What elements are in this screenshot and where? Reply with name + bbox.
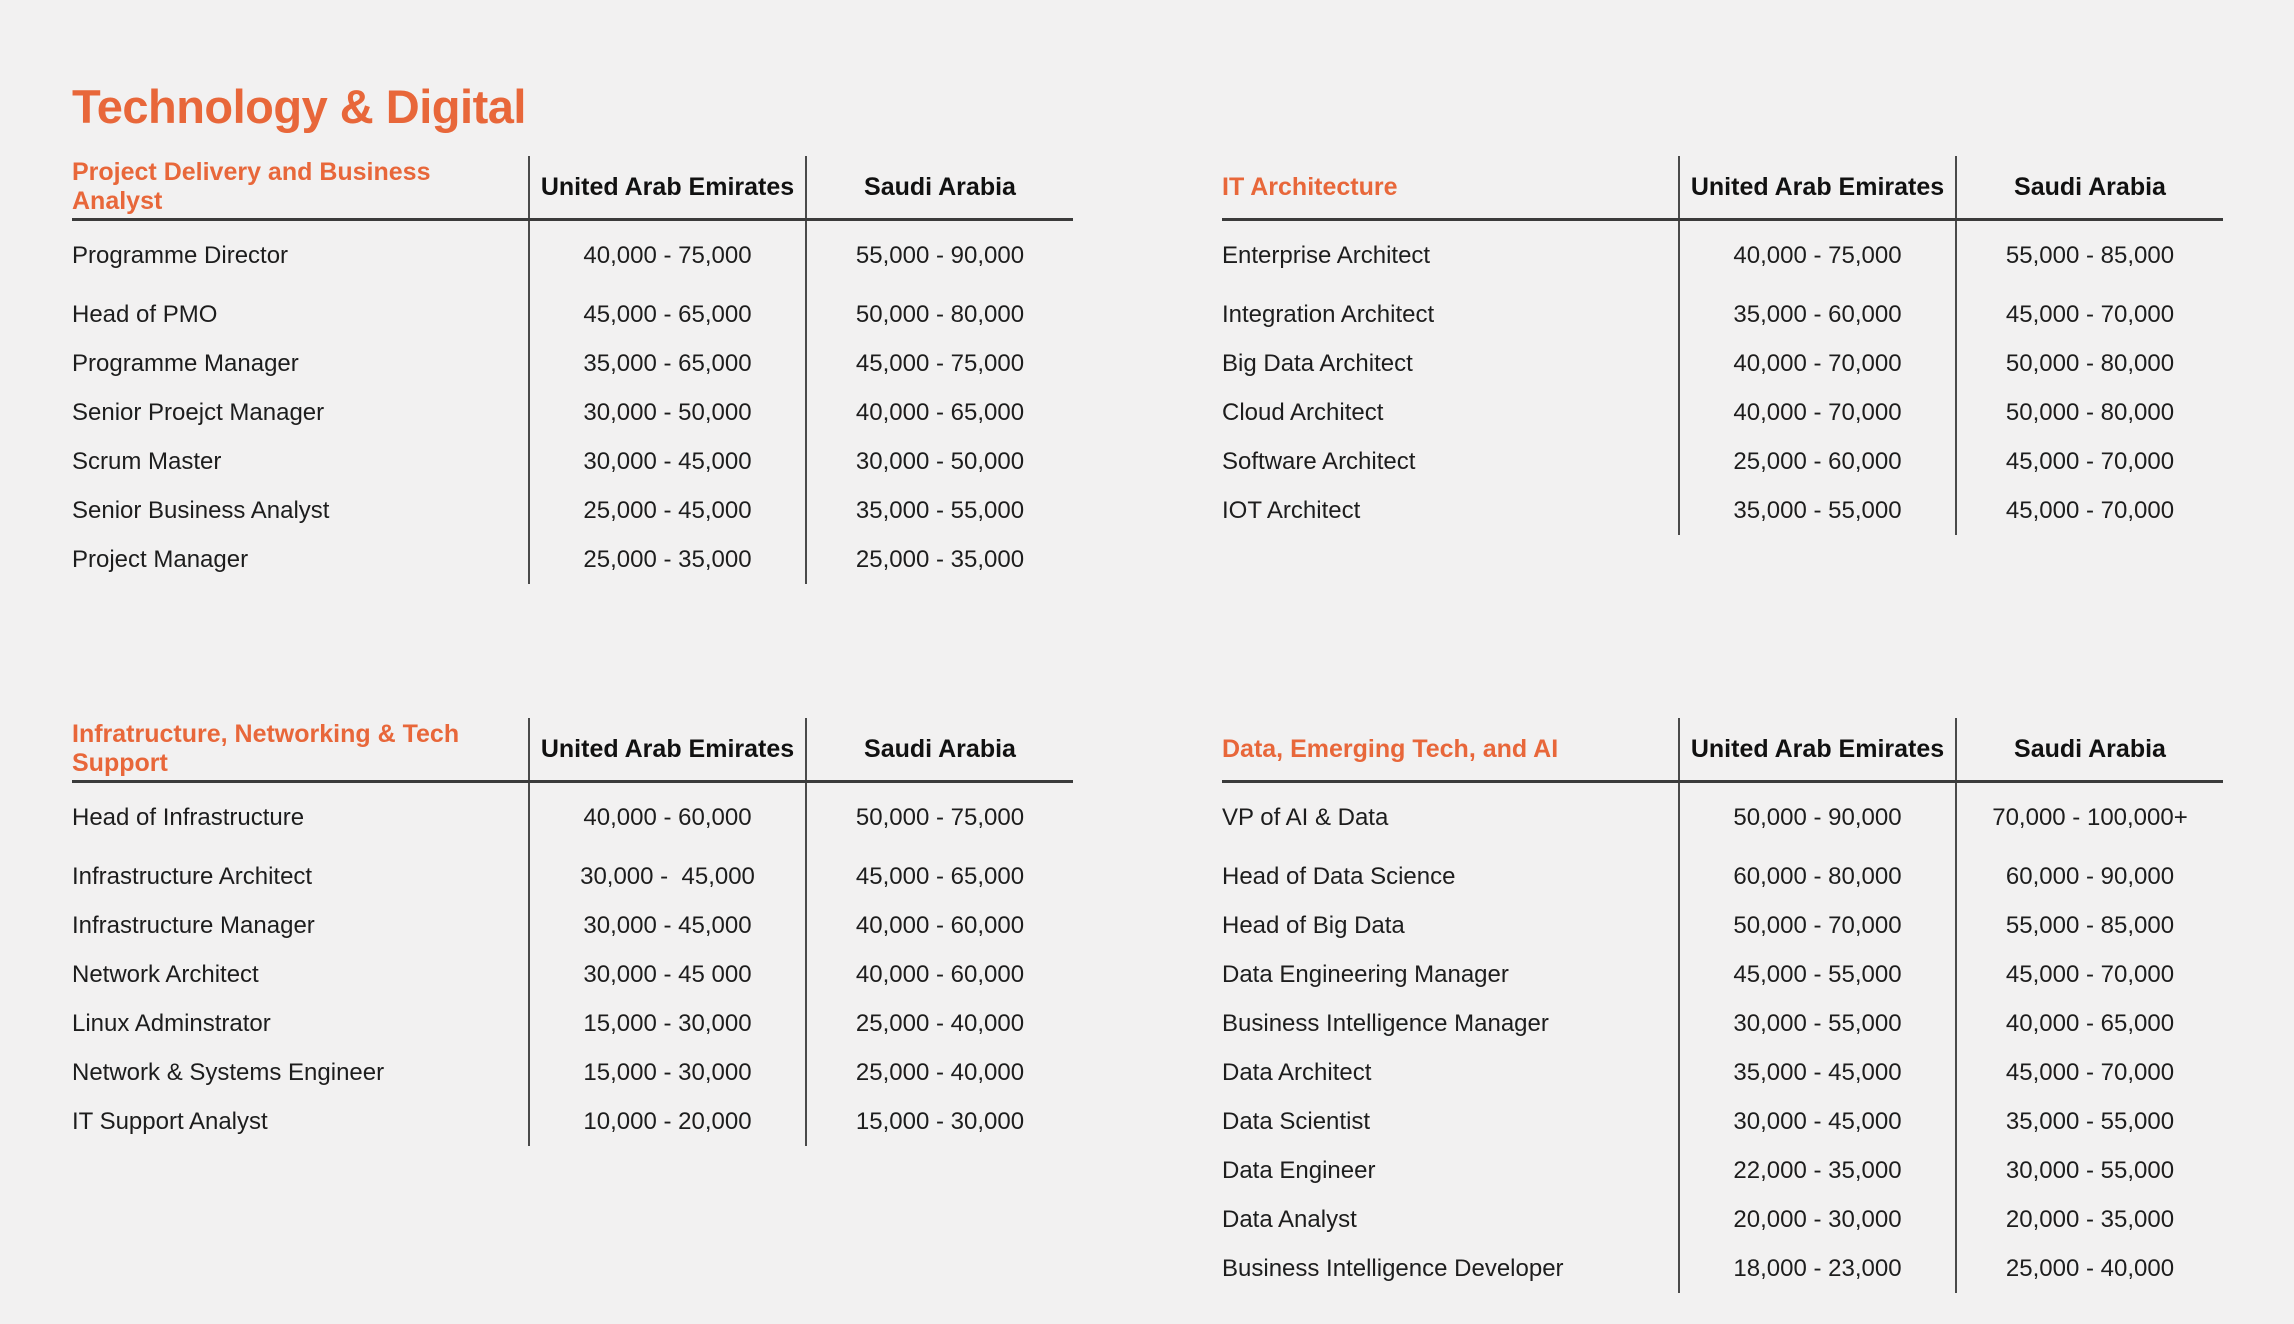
- uae-salary-cell: 10,000 - 20,000: [528, 1097, 805, 1146]
- uae-salary-cell: 40,000 - 60,000: [528, 783, 805, 852]
- uae-salary-cell: 25,000 - 45,000: [528, 486, 805, 535]
- role-cell: Project Manager: [72, 545, 249, 573]
- role-cell: Infrastructure Architect: [72, 862, 313, 890]
- role-cell: Senior Business Analyst: [72, 496, 330, 524]
- column-header-uae: United Arab Emirates: [1678, 718, 1955, 780]
- table-row: [1222, 221, 2223, 290]
- table-row: [72, 950, 1073, 999]
- role-cell: Integration Architect: [1222, 300, 1435, 328]
- role-cell: Software Architect: [1222, 447, 1416, 475]
- table-row: [72, 437, 1073, 486]
- role-cell: Head of PMO: [72, 300, 218, 328]
- table-body: [72, 221, 1073, 584]
- ksa-salary-cell: 25,000 - 40,000: [805, 999, 1073, 1048]
- uae-salary-cell: 18,000 - 23,000: [1678, 1244, 1955, 1293]
- role-cell: Infrastructure Manager: [72, 911, 315, 939]
- ksa-salary-cell: 50,000 - 80,000: [1955, 388, 2223, 437]
- uae-salary-cell: 40,000 - 70,000: [1678, 388, 1955, 437]
- ksa-salary-cell: 40,000 - 65,000: [1955, 999, 2223, 1048]
- table-body: [1222, 783, 2223, 1293]
- role-cell: Head of Big Data: [1222, 911, 1405, 939]
- ksa-salary-cell: 40,000 - 60,000: [805, 901, 1073, 950]
- role-cell: Data Architect: [1222, 1058, 1372, 1086]
- table-row: [1222, 290, 2223, 339]
- uae-salary-cell: 30,000 - 45,000: [528, 852, 805, 901]
- table-row: [1222, 388, 2223, 437]
- role-cell: Data Engineering Manager: [1222, 960, 1509, 988]
- ksa-salary-cell: 35,000 - 55,000: [1955, 1097, 2223, 1146]
- page-title: Technology & Digital: [72, 80, 526, 134]
- table-row: [1222, 999, 2223, 1048]
- uae-salary-cell: 30,000 - 45 000: [528, 950, 805, 999]
- table-body: [1222, 221, 2223, 535]
- salary-table-it-architecture: [1222, 156, 2223, 535]
- ksa-salary-cell: 55,000 - 90,000: [805, 221, 1073, 290]
- salary-table-data-emerging-tech-ai: [1222, 718, 2223, 1293]
- table-row: [72, 1048, 1073, 1097]
- ksa-salary-cell: 30,000 - 55,000: [1955, 1146, 2223, 1195]
- column-header-uae: United Arab Emirates: [528, 156, 805, 218]
- uae-salary-cell: 20,000 - 30,000: [1678, 1195, 1955, 1244]
- uae-salary-cell: 15,000 - 30,000: [528, 999, 805, 1048]
- table-row: [72, 535, 1073, 584]
- uae-salary-cell: 25,000 - 35,000: [528, 535, 805, 584]
- ksa-salary-cell: 50,000 - 80,000: [805, 290, 1073, 339]
- uae-salary-cell: 30,000 - 55,000: [1678, 999, 1955, 1048]
- ksa-salary-cell: 45,000 - 65,000: [805, 852, 1073, 901]
- role-cell: Scrum Master: [72, 447, 222, 475]
- table-header-row: [72, 718, 1073, 783]
- column-header-uae: United Arab Emirates: [1678, 156, 1955, 218]
- uae-salary-cell: 50,000 - 90,000: [1678, 783, 1955, 852]
- uae-salary-cell: 45,000 - 55,000: [1678, 950, 1955, 999]
- role-cell: Data Engineer: [1222, 1156, 1376, 1184]
- uae-salary-cell: 35,000 - 55,000: [1678, 486, 1955, 535]
- column-header-ksa: Saudi Arabia: [1955, 718, 2223, 780]
- table-row: [72, 486, 1073, 535]
- table-row: [1222, 950, 2223, 999]
- table-header-row: [72, 156, 1073, 221]
- ksa-salary-cell: 25,000 - 40,000: [1955, 1244, 2223, 1293]
- ksa-salary-cell: 45,000 - 70,000: [1955, 437, 2223, 486]
- table-row: [72, 221, 1073, 290]
- role-cell: Cloud Architect: [1222, 398, 1384, 426]
- ksa-salary-cell: 50,000 - 80,000: [1955, 339, 2223, 388]
- table-row: [72, 852, 1073, 901]
- table-row: [1222, 1097, 2223, 1146]
- role-cell: Enterprise Architect: [1222, 241, 1431, 269]
- column-header-ksa: Saudi Arabia: [805, 156, 1073, 218]
- table-title: Project Delivery and Business Analyst: [72, 158, 431, 215]
- table-row: [72, 388, 1073, 437]
- role-cell: IOT Architect: [1222, 496, 1361, 524]
- table-row: [1222, 901, 2223, 950]
- ksa-salary-cell: 15,000 - 30,000: [805, 1097, 1073, 1146]
- uae-salary-cell: 40,000 - 75,000: [1678, 221, 1955, 290]
- role-cell: Business Intelligence Developer: [1222, 1254, 1564, 1282]
- table-row: [72, 999, 1073, 1048]
- ksa-salary-cell: 40,000 - 60,000: [805, 950, 1073, 999]
- column-header-ksa: Saudi Arabia: [805, 718, 1073, 780]
- ksa-salary-cell: 45,000 - 70,000: [1955, 290, 2223, 339]
- role-cell: Senior Proejct Manager: [72, 398, 325, 426]
- ksa-salary-cell: 40,000 - 65,000: [805, 388, 1073, 437]
- table-row: [1222, 1195, 2223, 1244]
- uae-salary-cell: 40,000 - 70,000: [1678, 339, 1955, 388]
- ksa-salary-cell: 45,000 - 70,000: [1955, 486, 2223, 535]
- table-header-row: [1222, 156, 2223, 221]
- table-row: [1222, 1244, 2223, 1293]
- column-header-uae: United Arab Emirates: [528, 718, 805, 780]
- table-row: [1222, 437, 2223, 486]
- uae-salary-cell: 30,000 - 50,000: [528, 388, 805, 437]
- ksa-salary-cell: 45,000 - 70,000: [1955, 950, 2223, 999]
- table-row: [1222, 486, 2223, 535]
- ksa-salary-cell: 20,000 - 35,000: [1955, 1195, 2223, 1244]
- ksa-salary-cell: 25,000 - 40,000: [805, 1048, 1073, 1097]
- ksa-salary-cell: 55,000 - 85,000: [1955, 901, 2223, 950]
- table-row: [72, 1097, 1073, 1146]
- role-cell: Network & Systems Engineer: [72, 1058, 385, 1086]
- role-cell: Network Architect: [72, 960, 259, 988]
- uae-salary-cell: 40,000 - 75,000: [528, 221, 805, 290]
- uae-salary-cell: 30,000 - 45,000: [528, 901, 805, 950]
- table-title: Data, Emerging Tech, and AI: [1222, 734, 1559, 763]
- uae-salary-cell: 45,000 - 65,000: [528, 290, 805, 339]
- ksa-salary-cell: 70,000 - 100,000+: [1955, 783, 2223, 852]
- ksa-salary-cell: 55,000 - 85,000: [1955, 221, 2223, 290]
- role-cell: Programme Manager: [72, 349, 299, 377]
- role-cell: Business Intelligence Manager: [1222, 1009, 1549, 1037]
- uae-salary-cell: 15,000 - 30,000: [528, 1048, 805, 1097]
- role-cell: Programme Director: [72, 241, 289, 269]
- ksa-salary-cell: 60,000 - 90,000: [1955, 852, 2223, 901]
- table-row: [1222, 852, 2223, 901]
- ksa-salary-cell: 30,000 - 50,000: [805, 437, 1073, 486]
- uae-salary-cell: 22,000 - 35,000: [1678, 1146, 1955, 1195]
- table-row: [1222, 783, 2223, 852]
- table-title: Infratructure, Networking & Tech Support: [72, 720, 460, 777]
- uae-salary-cell: 25,000 - 60,000: [1678, 437, 1955, 486]
- role-cell: Big Data Architect: [1222, 349, 1413, 377]
- table-row: [72, 290, 1073, 339]
- role-cell: Data Analyst: [1222, 1205, 1357, 1233]
- role-cell: VP of AI & Data: [1222, 803, 1389, 831]
- column-header-ksa: Saudi Arabia: [1955, 156, 2223, 218]
- uae-salary-cell: 60,000 - 80,000: [1678, 852, 1955, 901]
- table-row: [1222, 1146, 2223, 1195]
- role-cell: Head of Data Science: [1222, 862, 1456, 890]
- ksa-salary-cell: 35,000 - 55,000: [805, 486, 1073, 535]
- uae-salary-cell: 30,000 - 45,000: [1678, 1097, 1955, 1146]
- salary-table-infrastructure-networking: [72, 718, 1073, 1146]
- role-cell: Data Scientist: [1222, 1107, 1371, 1135]
- uae-salary-cell: 35,000 - 65,000: [528, 339, 805, 388]
- role-cell: Head of Infrastructure: [72, 803, 305, 831]
- ksa-salary-cell: 25,000 - 35,000: [805, 535, 1073, 584]
- table-header-row: [1222, 718, 2223, 783]
- table-row: [72, 339, 1073, 388]
- role-cell: Linux Adminstrator: [72, 1009, 271, 1037]
- role-cell: IT Support Analyst: [72, 1107, 268, 1135]
- ksa-salary-cell: 45,000 - 70,000: [1955, 1048, 2223, 1097]
- ksa-salary-cell: 45,000 - 75,000: [805, 339, 1073, 388]
- table-row: [72, 901, 1073, 950]
- salary-table-project-delivery: [72, 156, 1073, 584]
- ksa-salary-cell: 50,000 - 75,000: [805, 783, 1073, 852]
- table-body: [72, 783, 1073, 1146]
- table-row: [1222, 339, 2223, 388]
- table-row: [1222, 1048, 2223, 1097]
- uae-salary-cell: 50,000 - 70,000: [1678, 901, 1955, 950]
- table-row: [72, 783, 1073, 852]
- table-title: IT Architecture: [1222, 172, 1398, 201]
- uae-salary-cell: 35,000 - 45,000: [1678, 1048, 1955, 1097]
- uae-salary-cell: 30,000 - 45,000: [528, 437, 805, 486]
- uae-salary-cell: 35,000 - 60,000: [1678, 290, 1955, 339]
